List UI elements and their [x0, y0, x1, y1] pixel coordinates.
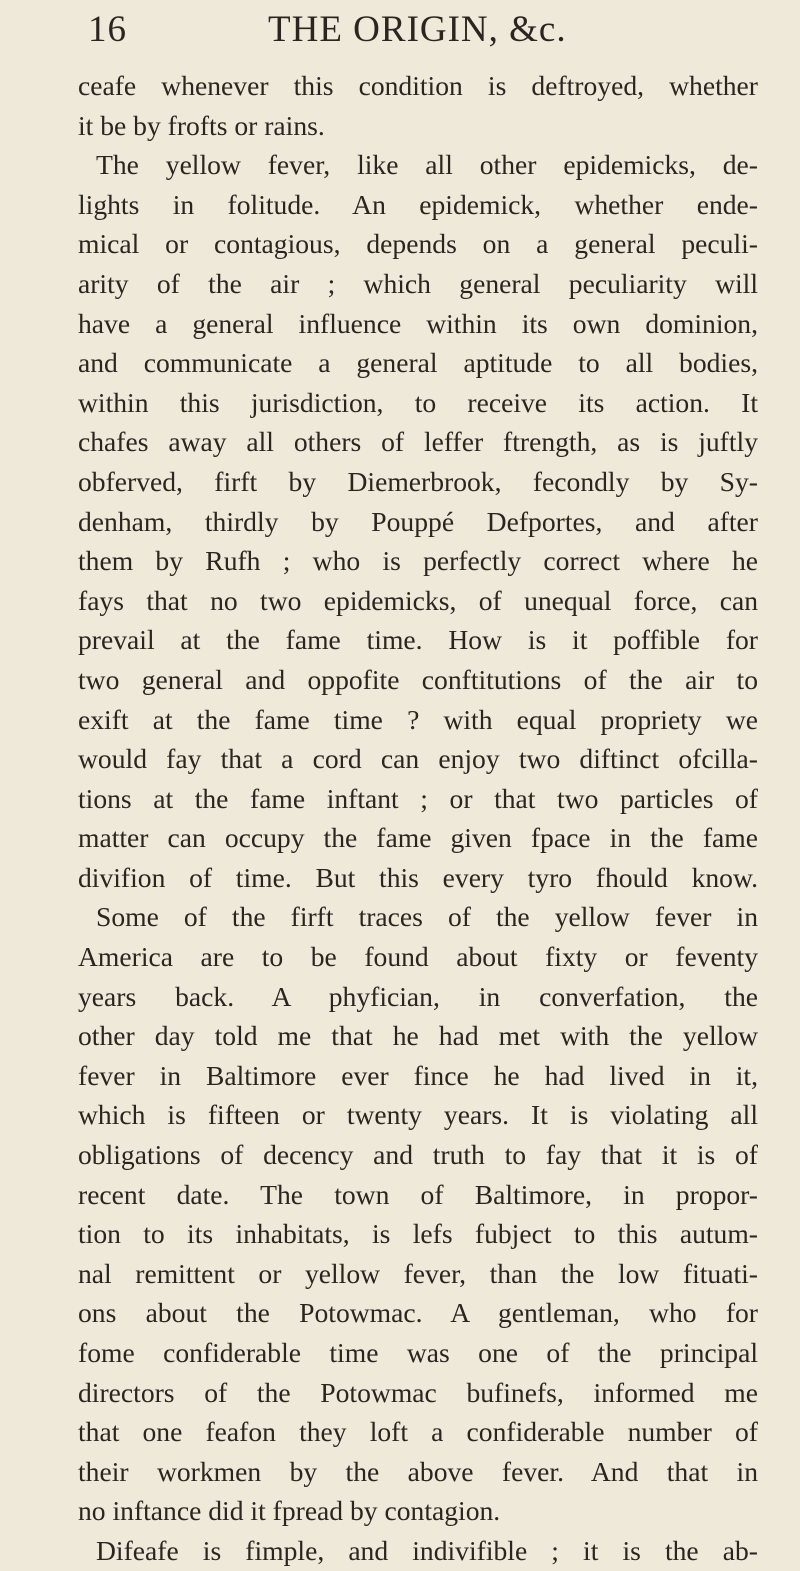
text-line: obligations of decency and truth to fay that it is of: [78, 1139, 758, 1171]
text-line: Some of the firft traces of the yellow fever in: [96, 901, 758, 933]
text-line: directors of the Potowmac bufinefs, informed me: [78, 1376, 758, 1408]
text-line: obferved, firft by Diemerbrook, fecondly by Sy-: [78, 465, 758, 497]
text-line: Difeafe is fimple, and indivifible ; it is the ab-: [96, 1534, 758, 1566]
text-line: The yellow fever, like all other epidemicks, de-: [96, 149, 758, 181]
text-line: years back. A phyfician, in converfation, the: [78, 980, 758, 1012]
text-line: arity of the air ; which general peculiarity will: [78, 267, 758, 299]
text-line: within this jurisdiction, to receive its action. It: [78, 386, 758, 418]
text-line: matter can occupy the fame given fpace in the fame: [78, 822, 758, 854]
text-line: them by Rufh ; who is perfectly correct where he: [78, 545, 758, 577]
text-line: prevail at the fame time. How is it poffible for: [78, 624, 758, 656]
text-line: denham, thirdly by Pouppé Defportes, and after: [78, 505, 758, 537]
text-line: tions at the fame inftant ; or that two particles of: [78, 782, 758, 814]
text-line: nal remittent or yellow fever, than the low fituati-: [78, 1257, 758, 1289]
running-head: [78, 8, 758, 58]
text-line: exift at the fame time ? with equal propriety we: [78, 703, 758, 735]
text-line: which is fifteen or twenty years. It is violating all: [78, 1099, 758, 1131]
text-line: tion to its inhabitats, is lefs fubject to this autum-: [78, 1218, 758, 1250]
text-line: ceafe whenever this condition is deftroyed, whether: [78, 70, 758, 101]
body-text: [78, 66, 758, 1571]
text-line: chafes away all others of leffer ftrength, as is juftly: [78, 426, 758, 458]
text-line: America are to be found about fixty or feventy: [78, 941, 758, 973]
text-line: other day told me that he had met with the yellow: [78, 1020, 758, 1052]
text-line: it be by frofts or rains.: [78, 109, 325, 141]
text-line: no inftance did it fpread by contagion.: [78, 1495, 501, 1527]
text-line: fays that no two epidemicks, of unequal force, can: [78, 584, 758, 616]
text-line: and communicate a general aptitude to all bodies,: [78, 347, 758, 379]
text-line: mical or contagious, depends on a general peculi-: [78, 228, 758, 260]
text-line: recent date. The town of Baltimore, in propor-: [78, 1178, 758, 1210]
text-line: fever in Baltimore ever fince he had lived in it,: [78, 1059, 758, 1091]
text-line: that one feafon they loft a confiderable number of: [78, 1416, 758, 1448]
page-number: 16: [88, 9, 127, 50]
text-line: have a general influence within its own dominion,: [78, 307, 758, 339]
running-title: THE ORIGIN, &c.: [268, 9, 567, 50]
text-line: divifion of time. But this every tyro fhould know.: [78, 861, 758, 893]
text-line: fome confiderable time was one of the principal: [78, 1337, 758, 1368]
text-line: would fay that a cord can enjoy two diftinct ofcilla-: [78, 743, 758, 775]
text-line: ons about the Potowmac. A gentleman, who for: [78, 1297, 758, 1329]
text-line: two general and oppofite conftitutions of the air to: [78, 663, 758, 695]
text-line: lights in folitude. An epidemick, whether ende-: [78, 188, 758, 220]
text-line: their workmen by the above fever. And that in: [78, 1455, 758, 1487]
